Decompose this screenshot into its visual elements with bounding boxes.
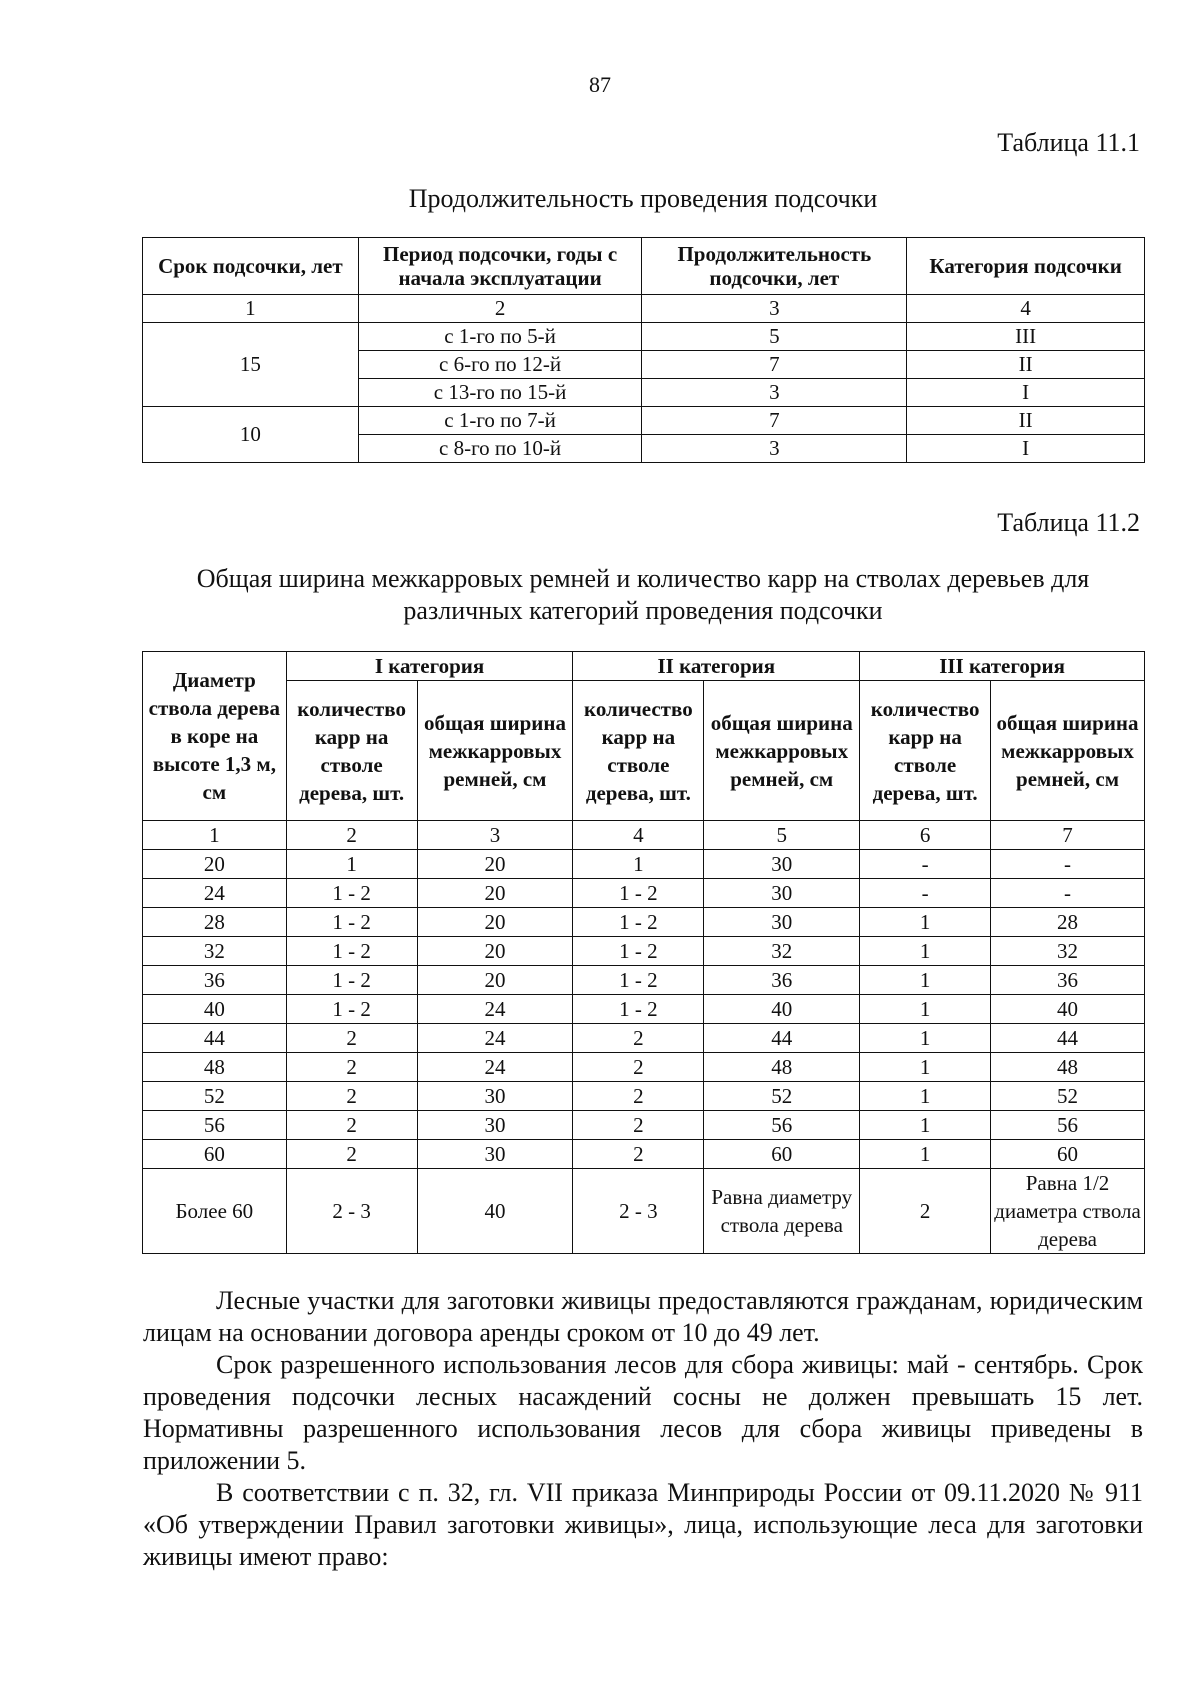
- table-header-row: [143, 652, 1145, 681]
- table-row: [143, 1053, 1145, 1082]
- cell-col-7: 48: [991, 1053, 1145, 1082]
- tapping-table: [142, 651, 1145, 1254]
- paragraph: В соответствии с п. 32, гл. VII приказа Минприроды России от 09.11.2020 № 911 «Об утверждении Правил заготовки живицы», лица, использующие леса для заготовки живицы имеют право:: [143, 1478, 1143, 1571]
- cell-col-1: 56: [143, 1111, 287, 1140]
- period-cell: с 1-го по 7-й: [358, 407, 642, 435]
- period-cell: с 6-го по 12-й: [358, 351, 642, 379]
- cell-col-6: 1: [860, 966, 991, 995]
- cell-col-2: 2: [286, 1082, 417, 1111]
- cell-col-2: 1: [286, 850, 417, 879]
- cell-col-5: 52: [704, 1082, 860, 1111]
- period-cell: с 13-го по 15-й: [358, 379, 642, 407]
- cell-col-3: 20: [417, 879, 573, 908]
- cell-col-7: 36: [991, 966, 1145, 995]
- cell-col-2: 2: [286, 1053, 417, 1082]
- cell-col-2: 1 - 2: [286, 908, 417, 937]
- cell-col-4: 1 - 2: [573, 995, 704, 1024]
- cell-col-2: 2: [286, 821, 417, 850]
- page-number: 87: [589, 72, 611, 97]
- duration-cell: 3: [642, 435, 907, 463]
- col-number: 4: [907, 295, 1145, 323]
- col-number: 2: [358, 295, 642, 323]
- cell-col-7: 52: [991, 1082, 1145, 1111]
- paragraph: Лесные участки для заготовки живицы предоставляются гражданам, юридическим лицам на основании договора аренды сроком от 10 до 49 лет.: [143, 1286, 1143, 1347]
- period-cell: с 8-го по 10-й: [358, 435, 642, 463]
- table-row: [143, 323, 1145, 351]
- table-subheader-row: [143, 681, 1145, 821]
- col-number: 1: [143, 295, 359, 323]
- table-2-title: Общая ширина межкарровых ремней и количество карр на стволах деревьев для различных категорий проведения подсочки: [196, 564, 1090, 625]
- header-term: Срок подсочки, лет: [143, 238, 359, 295]
- table-body: [143, 821, 1145, 1254]
- cell-col-7: Равна 1/2 диаметра ствола дерева: [991, 1169, 1145, 1254]
- cell-col-7: 56: [991, 1111, 1145, 1140]
- period-cell: с 1-го по 5-й: [358, 323, 642, 351]
- header-count: количество карр на стволе дерева, шт.: [286, 681, 417, 821]
- category-cell: III: [907, 323, 1145, 351]
- cell-col-3: 20: [417, 850, 573, 879]
- cell-col-6: 1: [860, 995, 991, 1024]
- cell-col-4: 2: [573, 1024, 704, 1053]
- cell-col-4: 1 - 2: [573, 879, 704, 908]
- duration-cell: 7: [642, 407, 907, 435]
- cell-col-6: 2: [860, 1169, 991, 1254]
- cell-col-1: 1: [143, 821, 287, 850]
- column-numbers-row: [143, 821, 1145, 850]
- header-category: Категория подсочки: [907, 238, 1145, 295]
- cell-col-1: 40: [143, 995, 287, 1024]
- duration-cell: 5: [642, 323, 907, 351]
- cell-col-6: 1: [860, 937, 991, 966]
- cell-col-5: 60: [704, 1140, 860, 1169]
- category-cell: II: [907, 351, 1145, 379]
- body-text: [143, 1285, 1143, 1573]
- cell-col-6: 1: [860, 1024, 991, 1053]
- cell-col-6: 6: [860, 821, 991, 850]
- cell-col-3: 40: [417, 1169, 573, 1254]
- term-cell: 10: [143, 407, 359, 463]
- cell-col-7: 60: [991, 1140, 1145, 1169]
- cell-col-5: 40: [704, 995, 860, 1024]
- header-count: количество карр на стволе дерева, шт.: [573, 681, 704, 821]
- table-2-label: Таблица 11.2: [997, 508, 1140, 537]
- cell-col-2: 2: [286, 1111, 417, 1140]
- duration-cell: 3: [642, 379, 907, 407]
- table-row: [143, 995, 1145, 1024]
- cell-col-7: 28: [991, 908, 1145, 937]
- cell-col-3: 20: [417, 966, 573, 995]
- cell-col-6: 1: [860, 1082, 991, 1111]
- cell-col-6: 1: [860, 908, 991, 937]
- cell-col-2: 1 - 2: [286, 966, 417, 995]
- cell-col-7: 7: [991, 821, 1145, 850]
- cell-col-7: 32: [991, 937, 1145, 966]
- cell-col-1: 20: [143, 850, 287, 879]
- category-cell: II: [907, 407, 1145, 435]
- cell-col-5: 36: [704, 966, 860, 995]
- cell-col-6: 1: [860, 1053, 991, 1082]
- cell-col-6: 1: [860, 1140, 991, 1169]
- cell-col-3: 24: [417, 995, 573, 1024]
- cell-col-5: 30: [704, 908, 860, 937]
- cell-col-3: 20: [417, 937, 573, 966]
- cell-col-3: 30: [417, 1082, 573, 1111]
- category-cell: I: [907, 379, 1145, 407]
- cell-col-2: 2 - 3: [286, 1169, 417, 1254]
- cell-col-5: 30: [704, 850, 860, 879]
- cell-col-5: 48: [704, 1053, 860, 1082]
- duration-table: [142, 237, 1145, 463]
- cell-col-1: 60: [143, 1140, 287, 1169]
- header-category-2: II категория: [573, 652, 860, 681]
- header-period: Период подсочки, годы с начала эксплуатации: [358, 238, 642, 295]
- header-count: количество карр на стволе дерева, шт.: [860, 681, 991, 821]
- cell-col-4: 2 - 3: [573, 1169, 704, 1254]
- table-row: [143, 908, 1145, 937]
- cell-col-5: 30: [704, 879, 860, 908]
- cell-col-1: 36: [143, 966, 287, 995]
- cell-col-1: 32: [143, 937, 287, 966]
- category-cell: I: [907, 435, 1145, 463]
- col-number: 3: [642, 295, 907, 323]
- table-row: [143, 937, 1145, 966]
- cell-col-5: 32: [704, 937, 860, 966]
- cell-col-4: 2: [573, 1053, 704, 1082]
- table-row: [143, 407, 1145, 435]
- header-category-3: III категория: [860, 652, 1145, 681]
- term-cell: 15: [143, 323, 359, 407]
- header-width: общая ширина межкарровых ремней, см: [417, 681, 573, 821]
- cell-col-1: 48: [143, 1053, 287, 1082]
- cell-col-3: 20: [417, 908, 573, 937]
- table-row: [143, 966, 1145, 995]
- cell-col-7: 44: [991, 1024, 1145, 1053]
- header-width: общая ширина межкарровых ремней, см: [704, 681, 860, 821]
- cell-col-5: 5: [704, 821, 860, 850]
- cell-col-1: Более 60: [143, 1169, 287, 1254]
- header-category-1: I категория: [286, 652, 573, 681]
- header-width: общая ширина межкарровых ремней, см: [991, 681, 1145, 821]
- cell-col-3: 30: [417, 1111, 573, 1140]
- table-row: [143, 879, 1145, 908]
- cell-col-7: 40: [991, 995, 1145, 1024]
- cell-col-4: 2: [573, 1111, 704, 1140]
- cell-col-1: 28: [143, 908, 287, 937]
- cell-col-2: 1 - 2: [286, 879, 417, 908]
- cell-col-7: -: [991, 850, 1145, 879]
- cell-col-3: 3: [417, 821, 573, 850]
- cell-col-4: 1 - 2: [573, 908, 704, 937]
- cell-col-1: 44: [143, 1024, 287, 1053]
- cell-col-4: 4: [573, 821, 704, 850]
- paragraph: Срок разрешенного использования лесов для сбора живицы: май - сентябрь. Срок проведения подсочки лесных насаждений сосны не должен превышать 15 лет. Нормативны разрешенного использования лесов для сбора живицы приведены в приложении 5.: [143, 1350, 1143, 1475]
- cell-col-3: 30: [417, 1140, 573, 1169]
- cell-col-2: 2: [286, 1140, 417, 1169]
- cell-col-3: 24: [417, 1024, 573, 1053]
- cell-col-4: 1: [573, 850, 704, 879]
- cell-col-1: 24: [143, 879, 287, 908]
- table-row: [143, 1082, 1145, 1111]
- cell-col-1: 52: [143, 1082, 287, 1111]
- cell-col-5: Равна диаметру ствола дерева: [704, 1169, 860, 1254]
- cell-col-2: 2: [286, 1024, 417, 1053]
- table-header-row: [143, 238, 1145, 295]
- cell-col-6: 1: [860, 1111, 991, 1140]
- duration-cell: 7: [642, 351, 907, 379]
- table-row: [143, 1024, 1145, 1053]
- cell-col-6: -: [860, 879, 991, 908]
- cell-col-4: 1 - 2: [573, 966, 704, 995]
- table-1-title: Продолжительность проведения подсочки: [408, 184, 878, 213]
- cell-col-2: 1 - 2: [286, 995, 417, 1024]
- cell-col-4: 2: [573, 1140, 704, 1169]
- header-duration: Продолжительность подсочки, лет: [642, 238, 907, 295]
- table-1-label: Таблица 11.1: [997, 128, 1140, 157]
- cell-col-4: 2: [573, 1082, 704, 1111]
- table-row: [143, 1111, 1145, 1140]
- table-row: [143, 1169, 1145, 1254]
- header-diameter: Диаметр ствола дерева в коре на высоте 1,3 м, см: [143, 652, 287, 821]
- cell-col-5: 44: [704, 1024, 860, 1053]
- table-row: [143, 1140, 1145, 1169]
- cell-col-4: 1 - 2: [573, 937, 704, 966]
- cell-col-2: 1 - 2: [286, 937, 417, 966]
- table-row: [143, 850, 1145, 879]
- cell-col-5: 56: [704, 1111, 860, 1140]
- cell-col-6: -: [860, 850, 991, 879]
- cell-col-3: 24: [417, 1053, 573, 1082]
- column-numbers-row: [143, 295, 1145, 323]
- cell-col-7: -: [991, 879, 1145, 908]
